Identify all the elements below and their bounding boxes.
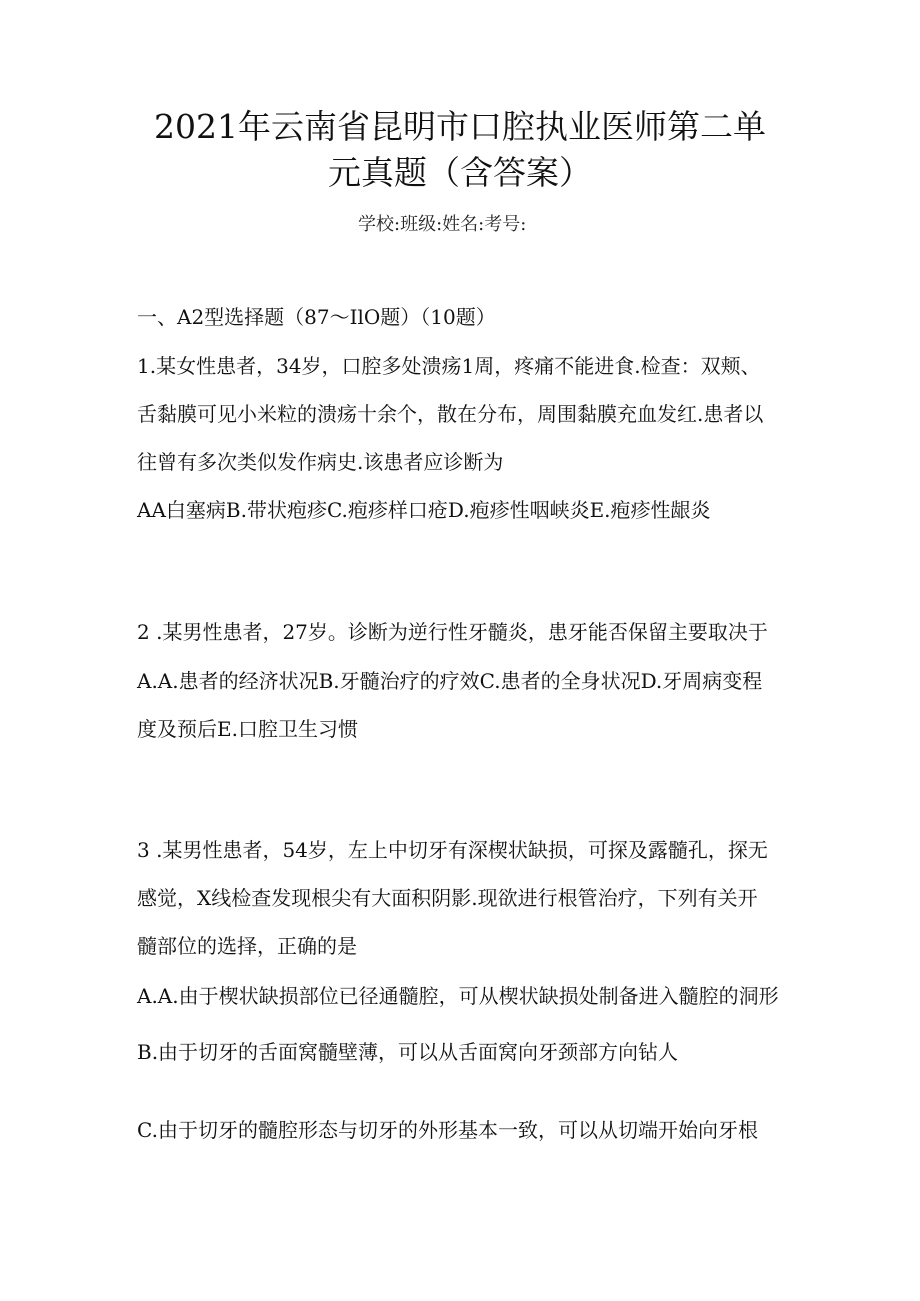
question-2-line-1: 2 .某男性患者，27岁。诊断为逆行性牙髓炎，患牙能否保留主要取决于	[137, 620, 768, 644]
question-2-options-line-2: 度及预后E.口腔卫生习惯	[137, 717, 358, 741]
section-heading: 一、A2型选择题（87～IlO题）（10题）	[137, 305, 496, 329]
question-3-option-b: B.由于切牙的舌面窝髓壁薄，可以从舌面窝向牙颈部方向钻人	[137, 1040, 679, 1064]
question-3-option-c: C.由于切牙的髓腔形态与切牙的外形基本一致，可以从切端开始向牙根	[137, 1118, 758, 1142]
question-1-line-2: 舌黏膜可见小米粒的溃疡十余个，散在分布，周围黏膜充血发红.患者以	[137, 402, 764, 426]
question-1-options: AA白塞病B.带状疱疹C.疱疹样口疮D.疱疹性咽峡炎E.疱疹性龈炎	[137, 498, 711, 522]
question-3-line-2: 感觉，X线检查发现根尖有大面积阴影.现欲进行根管治疗，下列有关开	[137, 886, 758, 910]
question-2-options-line-1: A.A.患者的经济状况B.牙髓治疗的疗效C.患者的全身状况D.牙周病变程	[137, 669, 763, 693]
document-title-line-2: 元真题（含答案）	[328, 153, 592, 192]
student-info-fields: 学校:班级:姓名:考号:	[358, 214, 527, 235]
question-3-line-1: 3 .某男性患者，54岁，左上中切牙有深楔状缺损，可探及露髓孔，探无	[137, 838, 768, 862]
question-1-line-1: 1.某女性患者，34岁，口腔多处溃疡1周，疼痛不能进食.检查：双颊、	[137, 354, 761, 378]
question-3-line-3: 髓部位的选择，正确的是	[137, 934, 357, 958]
document-title-line-1: 2021年云南省昆明市口腔执业医师第二单	[154, 107, 766, 146]
question-1-line-3: 往曾有多次类似发作病史.该患者应诊断为	[137, 450, 504, 474]
question-3-option-a: A.A.由于楔状缺损部位已径通髓腔，可从楔状缺损处制备进入髓腔的洞形	[137, 984, 779, 1008]
